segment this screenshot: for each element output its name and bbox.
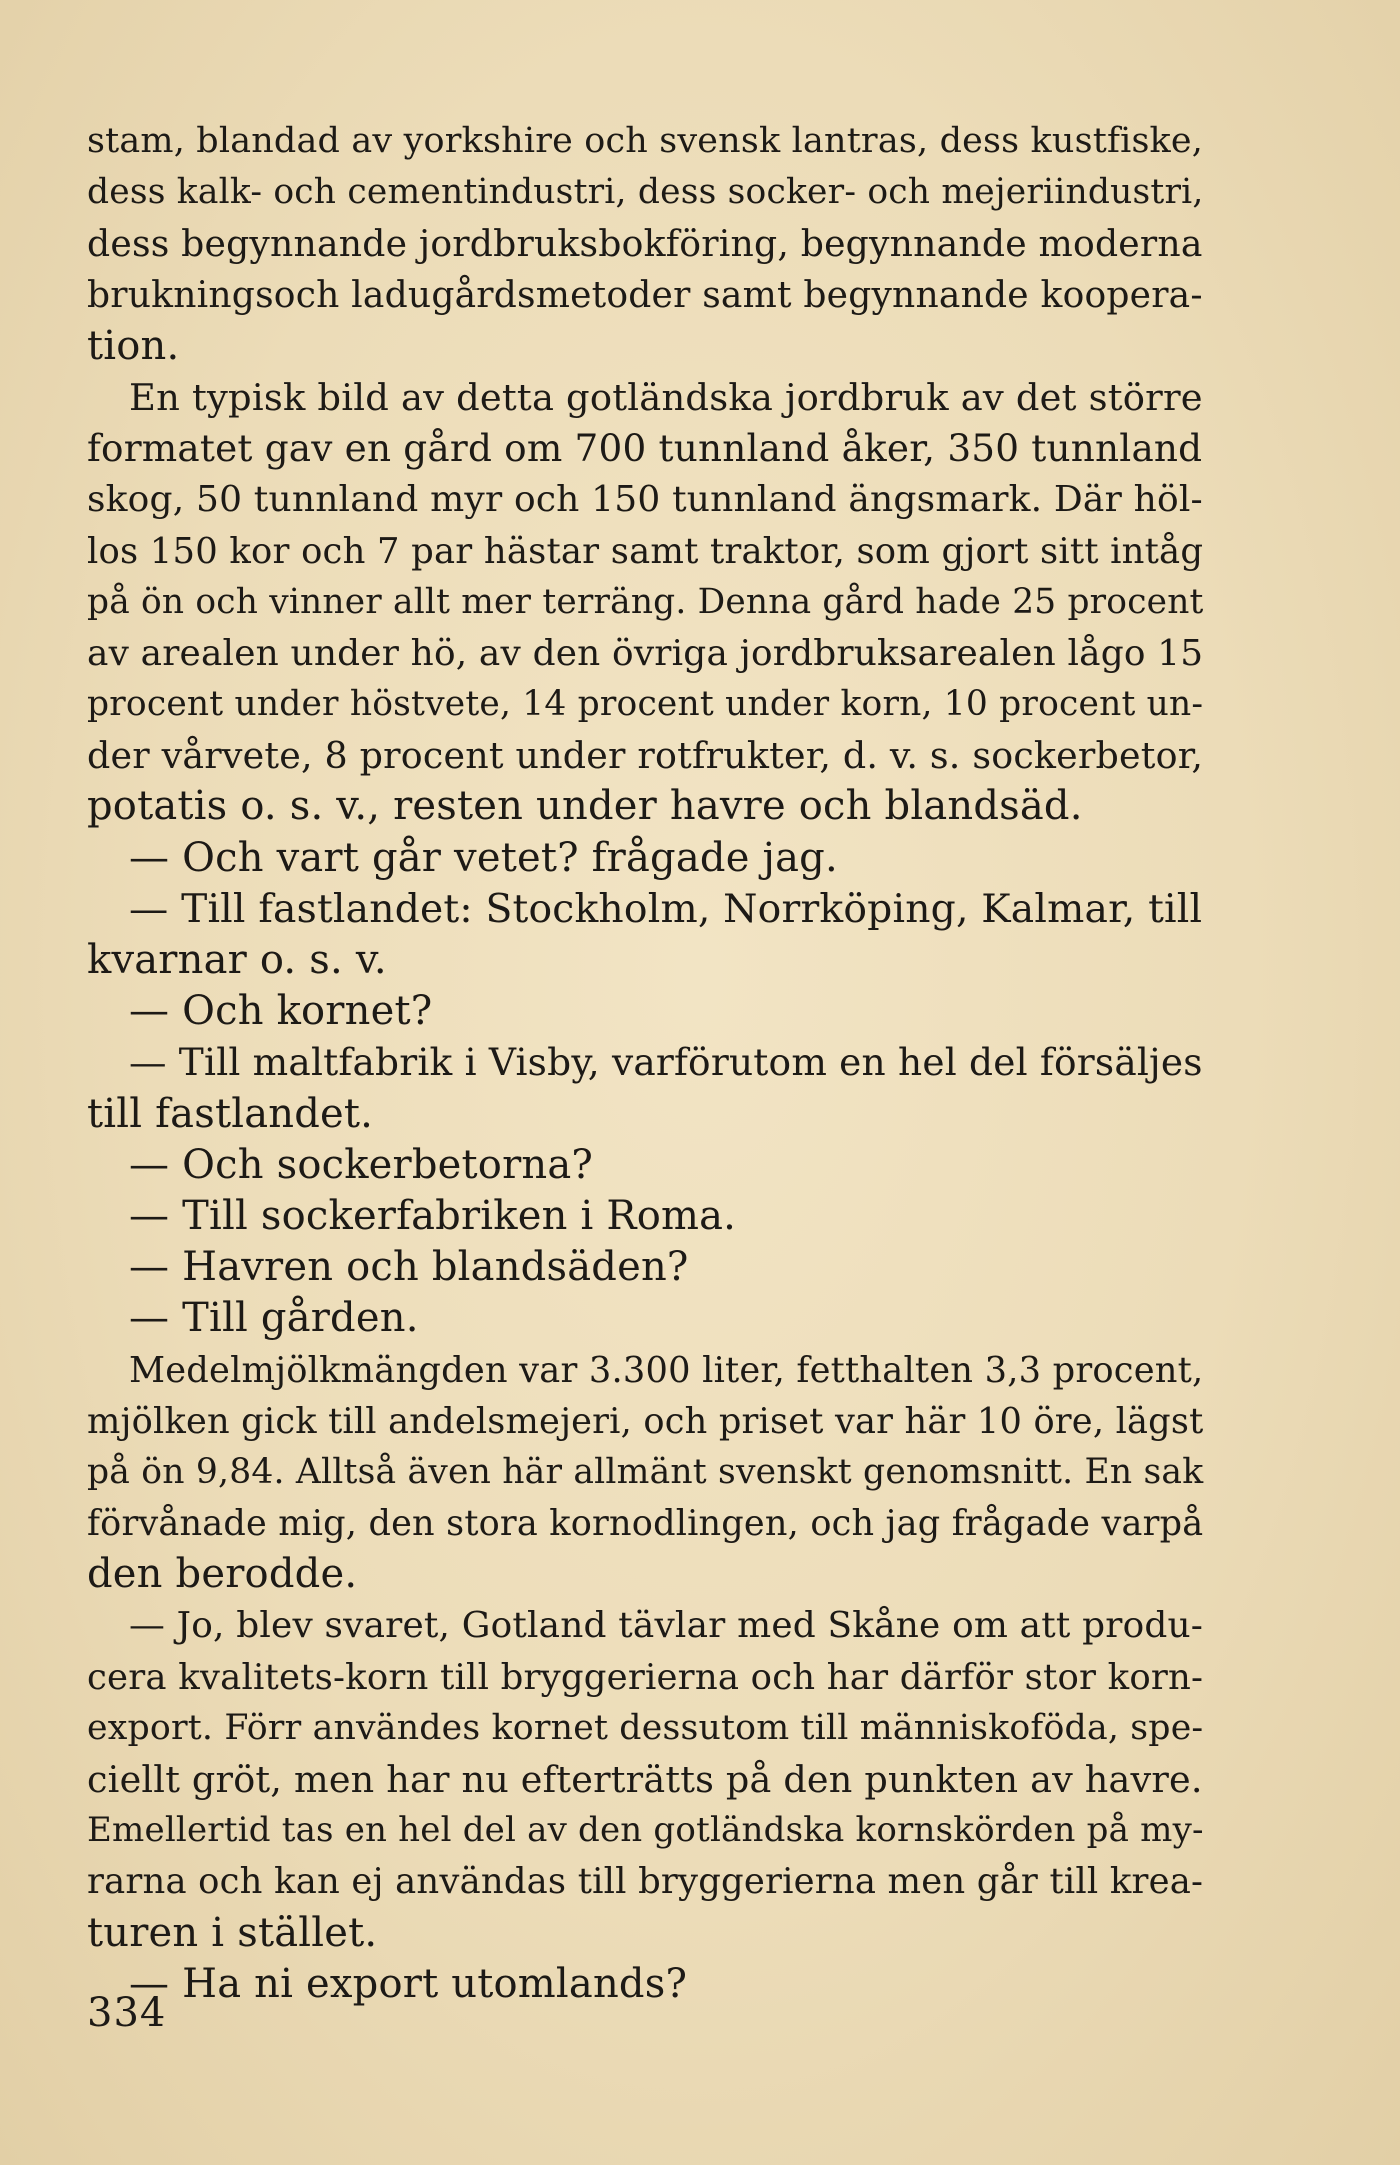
text-line: cera kvalitets-korn till bryggerierna och har därför stor korn- (87, 1656, 1204, 1698)
text-line: dess begynnande jordbruksbokföring, begynnande moderna (87, 222, 1203, 266)
text-line: — Och vart går vetet? frågade jag. (129, 834, 838, 881)
text-line: — Till gården. (129, 1295, 419, 1342)
text-line: der vårvete, 8 procent under rotfrukter, d. v. s. sockerbetor, (87, 734, 1204, 778)
text-line: potatis o. s. v., resten under havre och blandsäd. (87, 783, 1083, 830)
text-line: — Till sockerfabriken i Roma. (129, 1192, 737, 1239)
text-line: — Jo, blev svaret, Gotland tävlar med Skåne om att produ- (129, 1605, 1204, 1647)
text-line: — Och kornet? (129, 988, 433, 1035)
text-line: till fastlandet. (87, 1090, 374, 1137)
text-line: kvarnar o. s. v. (87, 937, 387, 983)
text-line: mjölken gick till andelsmejeri, och priset var här 10 öre, lägst (87, 1400, 1204, 1442)
text-line: — Och sockerbetorna? (129, 1141, 594, 1188)
text-line: stam, blandad av yorkshire och svensk lantras, dess kustfiske, (87, 121, 1204, 161)
text-line: Medelmjölkmängden var 3.300 liter, fetthalten 3,3 procent, (129, 1349, 1204, 1391)
text-line: på ön 9,84. Alltså även här allmänt svenskt genomsnitt. En sak (87, 1451, 1204, 1492)
text-line: — Till maltfabrik i Visby, varförutom en hel del försäljes (129, 1040, 1203, 1085)
text-line: export. Förr användes kornet dessutom till människoföda, spe- (87, 1707, 1204, 1748)
body-text (87, 116, 1202, 2010)
text-line: — Havren och blandsäden? (129, 1244, 689, 1291)
text-line: tion. (87, 322, 180, 369)
text-line: Emellertid tas en hel del av den gotländska kornskörden på my- (87, 1810, 1204, 1851)
text-line: los 150 kor och 7 par hästar samt traktor, som gjort sitt intåg (87, 530, 1204, 572)
text-line: — Till fastlandet: Stockholm, Norrköping, Kalmar, till (129, 886, 1203, 932)
text-line: brukningsoch ladugårdsmetoder samt begynnande koopera- (87, 273, 1203, 316)
text-line: procent under höstvete, 14 procent under korn, 10 procent un- (87, 684, 1204, 725)
text-line: rarna och kan ej användas till bryggerierna men går till krea- (87, 1861, 1204, 1903)
text-line: på ön och vinner allt mer terräng. Denna gård hade 25 procent (87, 581, 1204, 622)
text-line: av arealen under hö, av den övriga jordbruksarealen lågo 15 (87, 632, 1204, 674)
text-line: — Ha ni export utomlands? (129, 1960, 688, 2007)
text-line: En typisk bild av detta gotländska jordbruk av det större (129, 375, 1203, 419)
page-number: 334 (87, 1990, 167, 2036)
text-line: turen i stället. (87, 1909, 378, 1956)
text-line: ciellt gröt, men har nu efterträtts på den punkten av havre. (87, 1758, 1203, 1801)
text-line: dess kalk- och cementindustri, dess socker- och mejeriindustri, (87, 172, 1204, 213)
text-line: förvånade mig, den stora kornodlingen, och jag frågade varpå (87, 1503, 1204, 1545)
text-line: den berodde. (87, 1551, 358, 1598)
text-line: formatet gav en gård om 700 tunnland åker, 350 tunnland (87, 426, 1203, 471)
text-line: skog, 50 tunnland myr och 150 tunnland ängsmark. Där höl- (87, 479, 1203, 521)
